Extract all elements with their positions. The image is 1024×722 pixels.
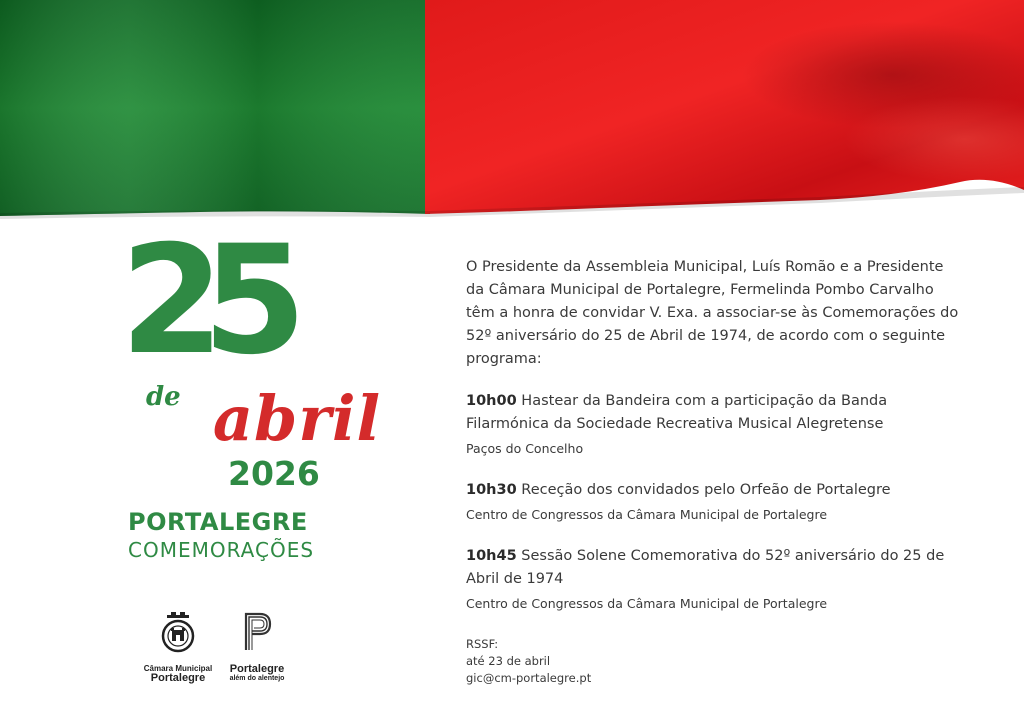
emblem-de: de [146,382,181,412]
emblem-number: 25 [120,214,285,388]
rsvp-deadline: até 23 de abril [466,654,551,668]
program-item-text: Sessão Solene Comemorativa do 52º aniversário do 25 de Abril de 1974 [466,548,945,587]
program-item [466,390,966,460]
program-item-description [466,545,966,591]
camara-logo-line1: Câmara Municipal [143,664,213,673]
brand-logo-line2: além do alentejo [229,675,285,682]
program-item [466,479,966,526]
rsvp-info [466,636,966,687]
program-item-place: Paços do Concelho [466,441,584,456]
brand-logo-line1: Portalegre [229,663,285,675]
program-item-place: Centro de Congressos da Câmara Municipal de Portalegre [466,507,828,522]
program-item-text: Receção dos convidados pelo Orfeão de Portalegre [521,482,891,498]
program-item-text: Hastear da Bandeira com a participação da Banda Filarmónica da Sociedade Recreativa Musical Alegretense [466,393,888,432]
program-item [466,545,966,615]
rsvp-label: RSSF: [466,637,499,651]
commemoration-emblem [110,214,382,572]
portalegre-brand-logo [222,610,292,683]
invitation-intro: O Presidente da Assembleia Municipal, Luís Romão e a Presidente da Câmara Municipal de Portalegre, Fermelinda Pombo Carvalho têm a honra de convidar V. Exa. a associar-se às Comemorações do 52º aniversário do 25 de Abril de 1974, de acordo com o seguinte programa: [466,259,959,367]
camara-logo-line2: Portalegre [150,672,206,684]
program-item-description [466,390,966,436]
p-monogram-icon [240,610,274,652]
emblem-city: PORTALEGRE [128,508,308,536]
invitation-text [466,256,966,687]
program-item-time: 10h00 [466,393,517,409]
emblem-month-text: abril [212,382,382,455]
emblem-month [128,384,381,454]
camara-municipal-logo [142,610,214,684]
emblem-year: 2026 [228,454,320,493]
emblem-subtitle: COMEMORAÇÕES [128,538,315,562]
program-item-description [466,479,966,502]
portuguese-flag-banner [0,0,1024,240]
program-item-time: 10h30 [466,482,517,498]
program-item-time: 10h45 [466,548,517,564]
rsvp-email[interactable]: gic@cm-portalegre.pt [466,671,592,685]
program-item-place: Centro de Congressos da Câmara Municipal de Portalegre [466,596,828,611]
coat-of-arms-icon [158,610,198,654]
